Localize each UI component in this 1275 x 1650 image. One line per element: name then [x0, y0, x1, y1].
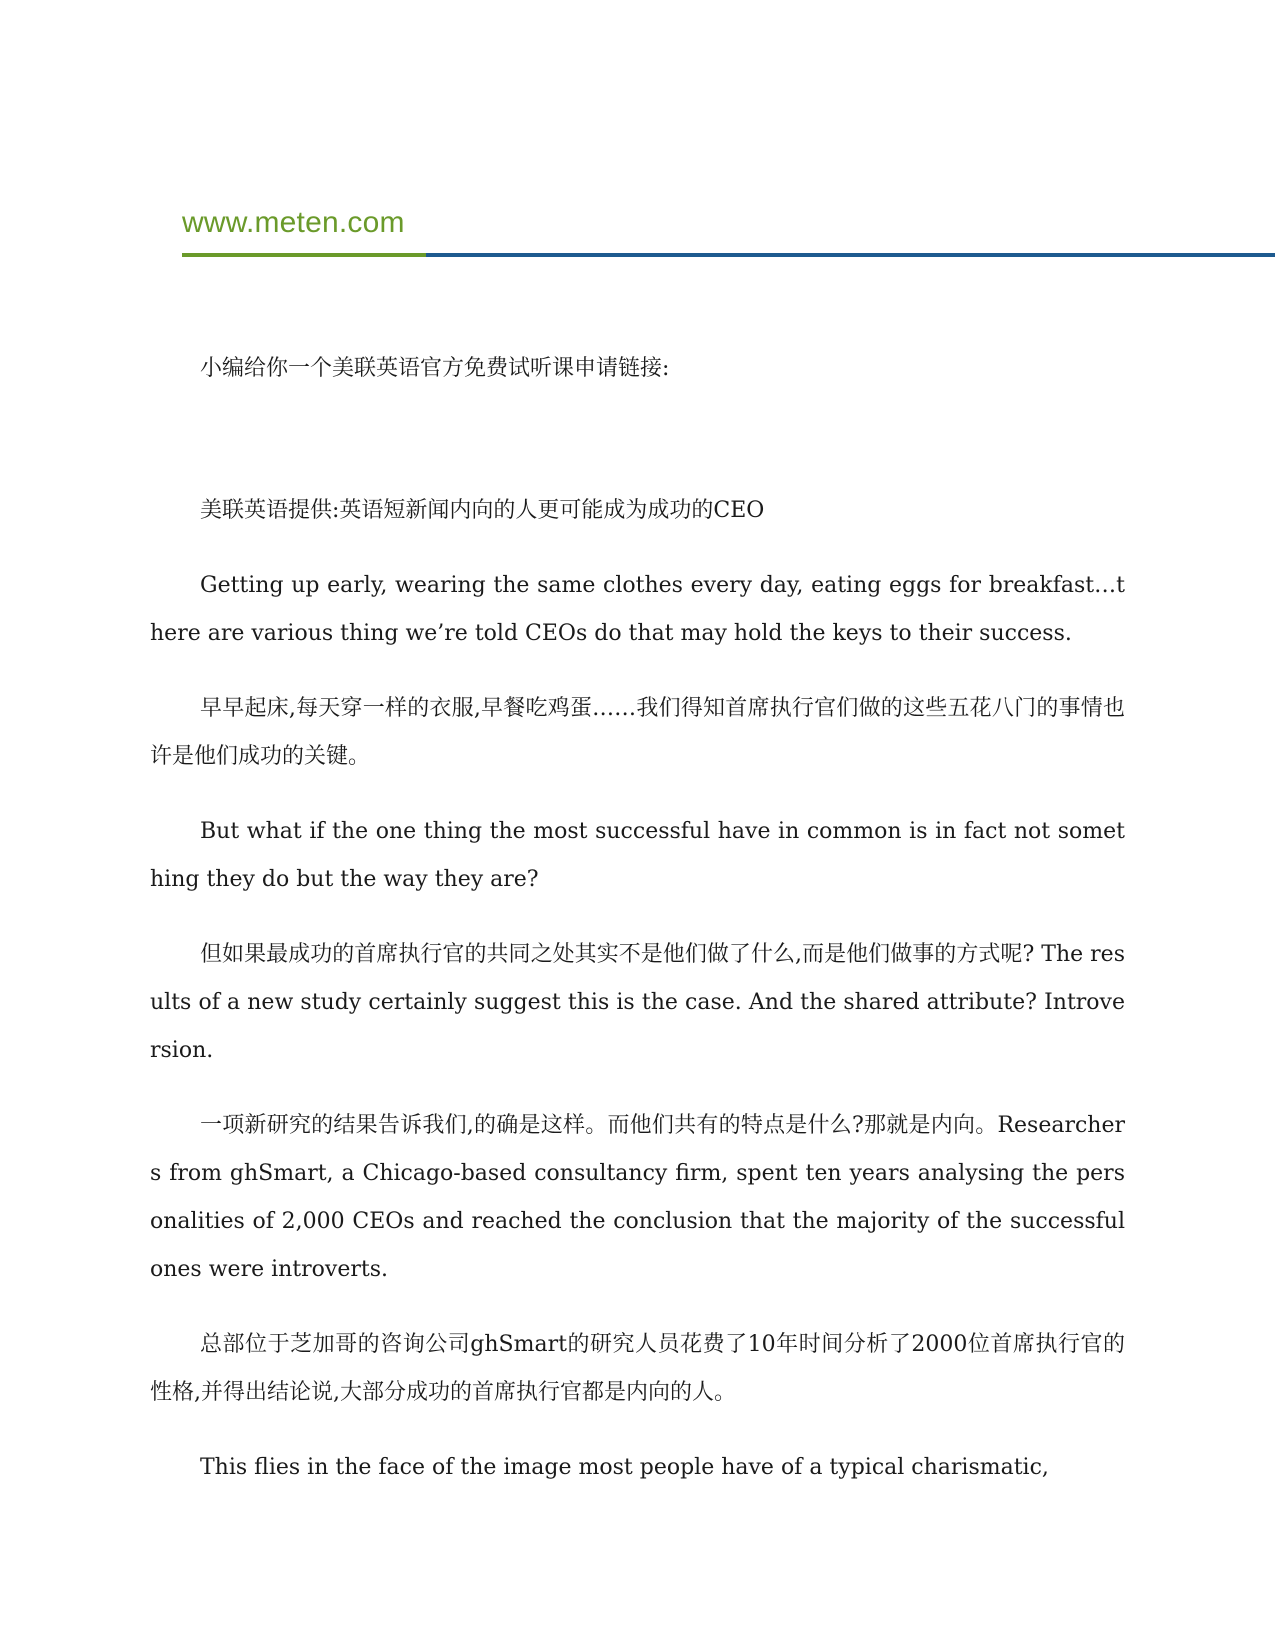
article-body	[150, 345, 1125, 1492]
header-rule-blue	[426, 253, 1275, 257]
paragraph-chinese-5: 总部位于芝加哥的咨询公司ghSmart的研究人员花费了10年时间分析了2000位首席执行官的性格,并得出结论说,大部分成功的首席执行官都是内向的人。	[150, 1332, 1125, 1405]
site-logo-text[interactable]: www.meten.com	[182, 206, 405, 239]
paragraph-english-2: But what if the one thing the most successful have in common is in fact not something they do but the way they are?	[150, 819, 1125, 892]
paragraph-chinese-1: 早早起床,每天穿一样的衣服,早餐吃鸡蛋……我们得知首席执行官们做的这些五花八门的事情也许是他们成功的关键。	[150, 696, 1125, 769]
paragraph-english-6: This flies in the face of the image most people have of a typical charismatic,	[200, 1455, 1049, 1480]
paragraph-mixed-3: 但如果最成功的首席执行官的共同之处其实不是他们做了什么,而是他们做事的方式呢? The results of a new study certainly suggest this is the case. And the shared attribute? Introversion.	[150, 942, 1125, 1063]
page-header	[0, 0, 1275, 270]
article-title: 美联英语提供:英语短新闻内向的人更可能成为成功的CEO	[200, 498, 765, 523]
header-rule-green	[182, 253, 426, 257]
paragraph-english-1: Getting up early, wearing the same clothes every day, eating eggs for breakfast…there are various thing we’re told CEOs do that may hold the keys to their success.	[150, 573, 1125, 646]
paragraph-mixed-4: 一项新研究的结果告诉我们,的确是这样。而他们共有的特点是什么?那就是内向。Researchers from ghSmart, a Chicago-based consultancy firm, spent ten years analysing the personalities of 2,000 CEOs and reached the conclusion that the majority of the successful ones were introverts.	[150, 1113, 1125, 1282]
intro-paragraph: 小编给你一个美联英语官方免费试听课申请链接:	[200, 356, 670, 381]
